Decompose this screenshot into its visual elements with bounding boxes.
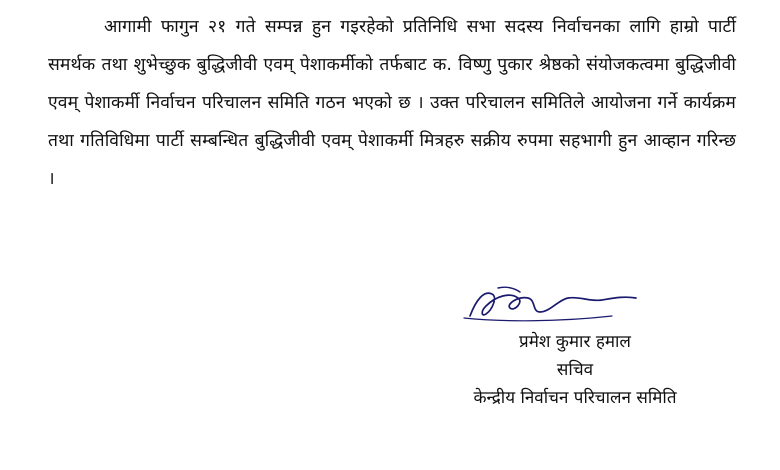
document-body <box>48 8 736 198</box>
body-paragraph: आगामी फागुन २१ गते सम्पन्न हुन गइरहेको प्रतिनिधि सभा सदस्य निर्वाचनका लागि हाम्रो पार्टी समर्थक तथा शुभेच्छुक बुद्धिजीवी एवम् पेशाकर्मीको तर्फबाट क. विष्णु पुकार श्रेष्ठको संयोजकत्वमा बुद्धिजीवी एवम् पेशाकर्मी निर्वाचन परिचालन समिति गठन भएको छ । उक्त परिचालन समितिले आयोजना गर्ने कार्यक्रम तथा गतिविधिमा पार्टी सम्बन्धित बुद्धिजीवी एवम् पेशाकर्मी मित्रहरु सक्रीय रुपमा सहभागी हुन आव्हान गरिन्छ । <box>48 17 736 189</box>
handwritten-signature-icon <box>420 282 730 328</box>
signatory-name: प्रमेश कुमार हमाल <box>519 332 631 352</box>
signatory-organization: केन्द्रीय निर्वाचन परिचालन समिति <box>473 388 677 408</box>
signature-block <box>420 282 730 412</box>
signatory-title: सचिव <box>556 360 594 380</box>
